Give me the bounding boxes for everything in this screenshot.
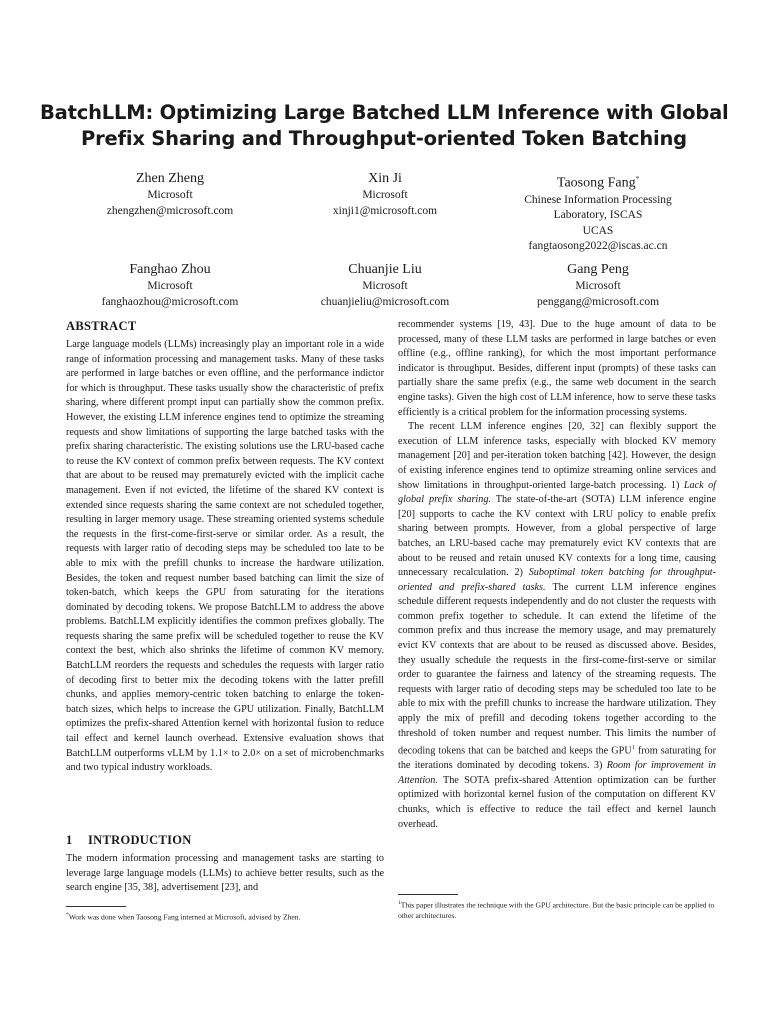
introduction-paragraph: The modern information processing and management tasks are starting to leverage large language models (LLMs) to achieve better results, such as the search engine [35, 38], advertisement [23], and (66, 853, 384, 894)
author-email: xinji1@microsoft.com (332, 204, 438, 217)
author-block (275, 170, 495, 219)
title-line-1: BatchLLM: Optimizing Large Batched LLM Inference with Global (40, 101, 729, 124)
author-affiliation: Microsoft (147, 189, 193, 201)
author-name: Taosong Fang* (556, 175, 640, 191)
author-email: fanghaozhou@microsoft.com (101, 295, 239, 308)
footnote-rule (66, 906, 126, 907)
abstract-heading: ABSTRACT (66, 319, 137, 333)
intro-paragraph-2: The recent LLM inference engines [20, 32] can flexibly support the execution of LLM inference tasks, especially with blocked KV memory management [20] and per-iteration token batching [42]. However, the design of existing inference engines tend to optimize streaming online services and show limitations in throughput-oriented large-batch processing. 1) Lack of global prefix sharing. The state-of-the-art (SOTA) LLM inference engine [20] supports to cache the KV context with LRU policy to enable prefix sharing between prompts. However, from a global perspective of large batches, an LRU-based cache may prematurely evict KV contexts that are about to be reused and retain unused KV contexts for a long time, causing unnecessary recalculation. 2) Suboptimal token batching for throughput-oriented and prefix-shared tasks. The current LLM inference engines schedule different requests independently and do not cluster the requests with common prefix together to schedule. It can extend the lifetime of the common prefix and thus increase the memory usage, and may prematurely evict KV contexts that are about to be reused as discussed above. Besides, they usually schedule the requests in the first-come-first-serve or similar order to guarantee the fairness and latency of the streaming requests. The requests with larger ratio of decoding steps may be scheduled too late to be able to mix with the prefill chunks to increase the hardware utilization. They apply the mix of prefill and decoding tokens together according to the threshold of token number and request number. This limits the number of decoding tokens that can be batched and keeps the GPU$^1$ from saturating for the iterations dominated by decoding tokens. 3) Room for improvement in Attention. The SOTA prefix-shared Attention optimization can be further optimized with horizontal kernel fusion of the computation on different KV chunks, which is effective to reduce the tail effect and kernel launch overhead. (398, 421, 717, 830)
footnote-text: $^1$This paper illustrates the technique with the GPU architecture. But the basic principle can be applied to other architectures. (398, 900, 715, 920)
author-affiliation: Microsoft (362, 189, 408, 201)
introduction-heading (66, 832, 384, 848)
author-email: fangtaosong2022@iscas.ac.cn (528, 240, 668, 253)
footnote-right (398, 890, 716, 921)
footnote-text: *Work was done when Taosong Fang interned at Microsoft, advised by Zhen. (66, 912, 301, 922)
author-block (275, 261, 495, 310)
footnote-rule (398, 894, 458, 895)
author-name: Fanghao Zhou (129, 262, 211, 277)
author-name: Chuanjie Liu (348, 262, 422, 277)
author-affiliation: Microsoft (147, 280, 193, 292)
author-block (60, 170, 280, 219)
intro-paragraph-1: recommender systems [19, 43]. Due to the huge amount of data to be processed, many of these LLM tasks are performed in large batches or even offline (e.g., offline ranking), for which the most important performance indicator is throughput. Besides, different input (prompts) of these tasks can partially share the same prefix (e.g., the same web document in the search engine tasks). Given the high cost of LLM inference, how to serve these tasks efficiently is a critical problem for the information processing systems. (398, 319, 716, 418)
introduction-section (66, 832, 384, 896)
footnote-left (66, 902, 384, 923)
paper-title (40, 100, 728, 152)
abstract-section (66, 318, 384, 776)
author-block (488, 261, 708, 310)
abstract-text: Large language models (LLMs) increasingly play an important role in a wide range of information processing and management tasks. Many of these tasks are performed in large batches or even offline, and the performance indictor for which is throughput. These tasks usually show the characteristic of prefix sharing, where different prompt input can partially show the common prefix. However, the existing LLM inference engines tend to optimize the streaming requests and show limitations of supporting the large batched tasks with the prefix sharing characteristic. The existing solutions use the LRU-based cache to reuse the KV context of common prefix between requests. The KV context that are about to be reused may prematurely evicted with the implicit cache management. Even if not evicted, the lifetime of the shared KV context is extended since requests sharing the same context are not scheduled together, resulting in larger memory usage. These streaming oriented systems schedule the requests in the first-come-first-serve or similar order. As a result, the requests with larger ratio of decoding steps may be scheduled too late to be able to mix with the prefill chunks to increase the hardware utilization. Besides, the token and request number based batching can limit the size of token-batch, which keeps the GPU from saturating for the iterations dominated by decoding tokens. We propose BatchLLM to address the above problems. BatchLLM explicitly identifies the common prefixes globally. The requests sharing the same prefix will be scheduled together to reuse the KV context the best, which also shrinks the lifetime of common KV memory. BatchLLM reorders the requests and schedules the requests with larger ratio of decoding first to better mix the decoding tokens with the latter prefill chunks, and applies memory-centric token batching to enlarge the token-batch sizes, which helps to increase the GPU utilization. Finally, BatchLLM optimizes the prefix-shared Attention kernel with horizontal fusion to reduce tail effect and kernel launch overhead. Extensive evaluation shows that BatchLLM outperforms vLLM by 1.1× to 2.0× on a set of microbenchmarks and two typical industry workloads. (66, 339, 384, 774)
author-affiliation: Microsoft (362, 280, 408, 292)
author-block (60, 261, 280, 310)
author-name: Xin Ji (368, 171, 402, 186)
right-column-body (398, 318, 716, 832)
author-email: chuanjieliu@microsoft.com (320, 295, 450, 308)
author-affiliation: UCAS (582, 224, 614, 237)
author-name: Gang Peng (567, 262, 629, 277)
section-title: INTRODUCTION (88, 833, 192, 847)
author-email: zhengzhen@microsoft.com (106, 204, 234, 217)
author-block (488, 170, 708, 255)
author-affiliation: Microsoft (575, 280, 621, 292)
author-affiliation: Chinese Information Processing (524, 193, 672, 206)
author-name: Zhen Zheng (135, 171, 205, 186)
author-affiliation: Laboratory, ISCAS (553, 209, 643, 222)
section-number: 1 (66, 833, 73, 847)
title-line-2: Prefix Sharing and Throughput-oriented Token Batching (81, 127, 687, 150)
author-email: penggang@microsoft.com (536, 295, 660, 308)
